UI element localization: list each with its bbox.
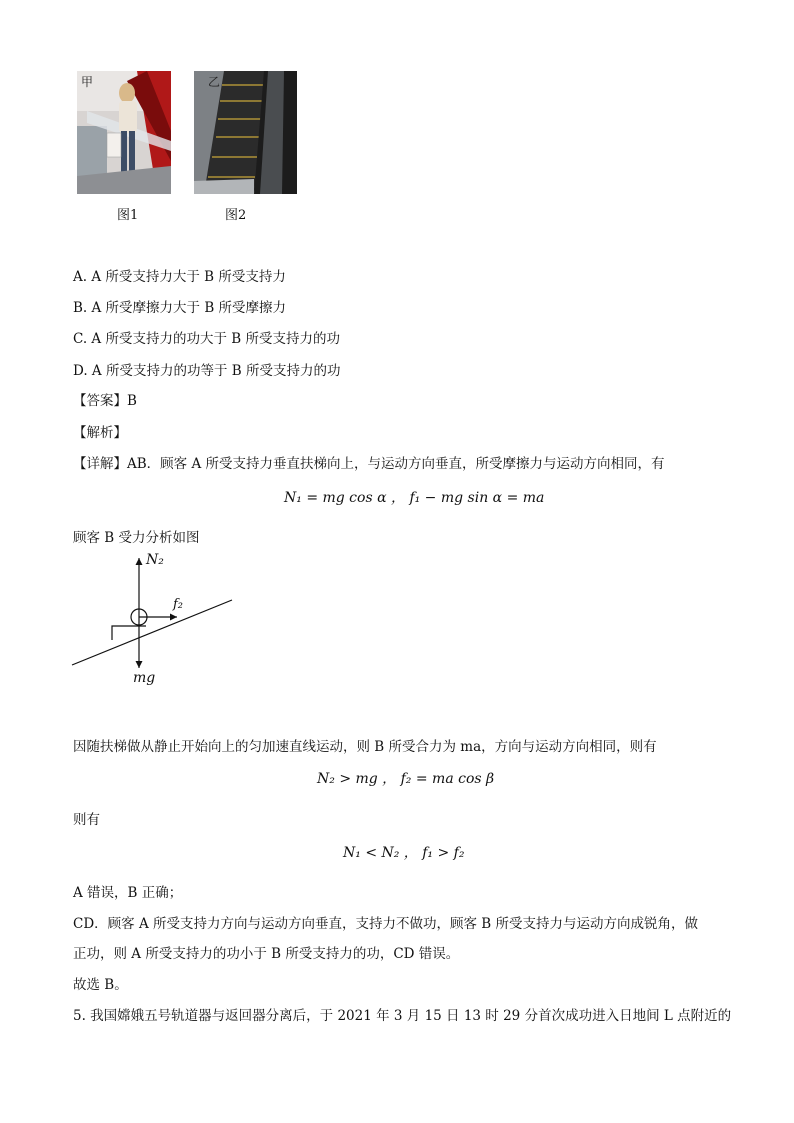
conclusion-ab: A 错误，B 正确； [73, 885, 183, 901]
figure-1-photo [77, 71, 171, 194]
figure-2-photo [194, 71, 297, 194]
option-b: B. A 所受摩擦力大于 B 所受摩擦力 [73, 300, 287, 316]
n2-label: N₂ [146, 552, 164, 568]
then-line: 则有 [73, 812, 100, 828]
motion-line: 因随扶梯做从静止开始向上的匀加速直线运动，则 B 所受合力为 ma，方向与运动方向相同，则有 [73, 739, 657, 755]
cd-line-1: CD．顾客 A 所受支持力方向与运动方向垂直，支持力不做功，顾客 B 所受支持力与运动方向成锐角，做 [73, 916, 698, 932]
next-question: 5. 我国嫦娥五号轨道器与返回器分离后，于 2021 年 3 月 15 日 13 时 29 分首次成功进入日地间 L 点附近的 [73, 1008, 732, 1024]
option-c: C. A 所受支持力的功大于 B 所受支持力的功 [73, 331, 340, 347]
incline-line [72, 600, 232, 665]
formula-1: N₁ = mg cos α ， f₁ − mg sin α = ma [284, 490, 545, 506]
figure-2-label: 乙 [208, 75, 221, 89]
cd-line-2: 正功，则 A 所受支持力的功小于 B 所受支持力的功，CD 错误。 [73, 946, 460, 962]
option-d: D. A 所受支持力的功等于 B 所受支持力的功 [73, 363, 341, 379]
escalator-step [112, 626, 146, 640]
analysis-heading: 【解析】 [73, 425, 127, 441]
force-analysis-line: 顾客 B 受力分析如图 [73, 530, 200, 546]
mg-label: mg [133, 670, 156, 686]
detail-line: 【详解】AB．顾客 A 所受支持力垂直扶梯向上，与运动方向垂直，所受摩擦力与运动方向相同，有 [73, 456, 665, 472]
formula-2: N₂ > mg ， f₂ = ma cos β [317, 771, 495, 787]
answer-line: 【答案】B [73, 393, 137, 409]
formula-3: N₁ < N₂ ， f₁ > f₂ [343, 845, 465, 861]
figure-1-caption: 图1 [117, 208, 139, 223]
final-choice: 故选 B。 [73, 977, 128, 993]
option-a: A. A 所受支持力大于 B 所受支持力 [73, 269, 286, 285]
figure-2-caption: 图2 [225, 208, 247, 223]
figure-1-label: 甲 [81, 75, 94, 89]
f2-label: f₂ [173, 597, 184, 612]
